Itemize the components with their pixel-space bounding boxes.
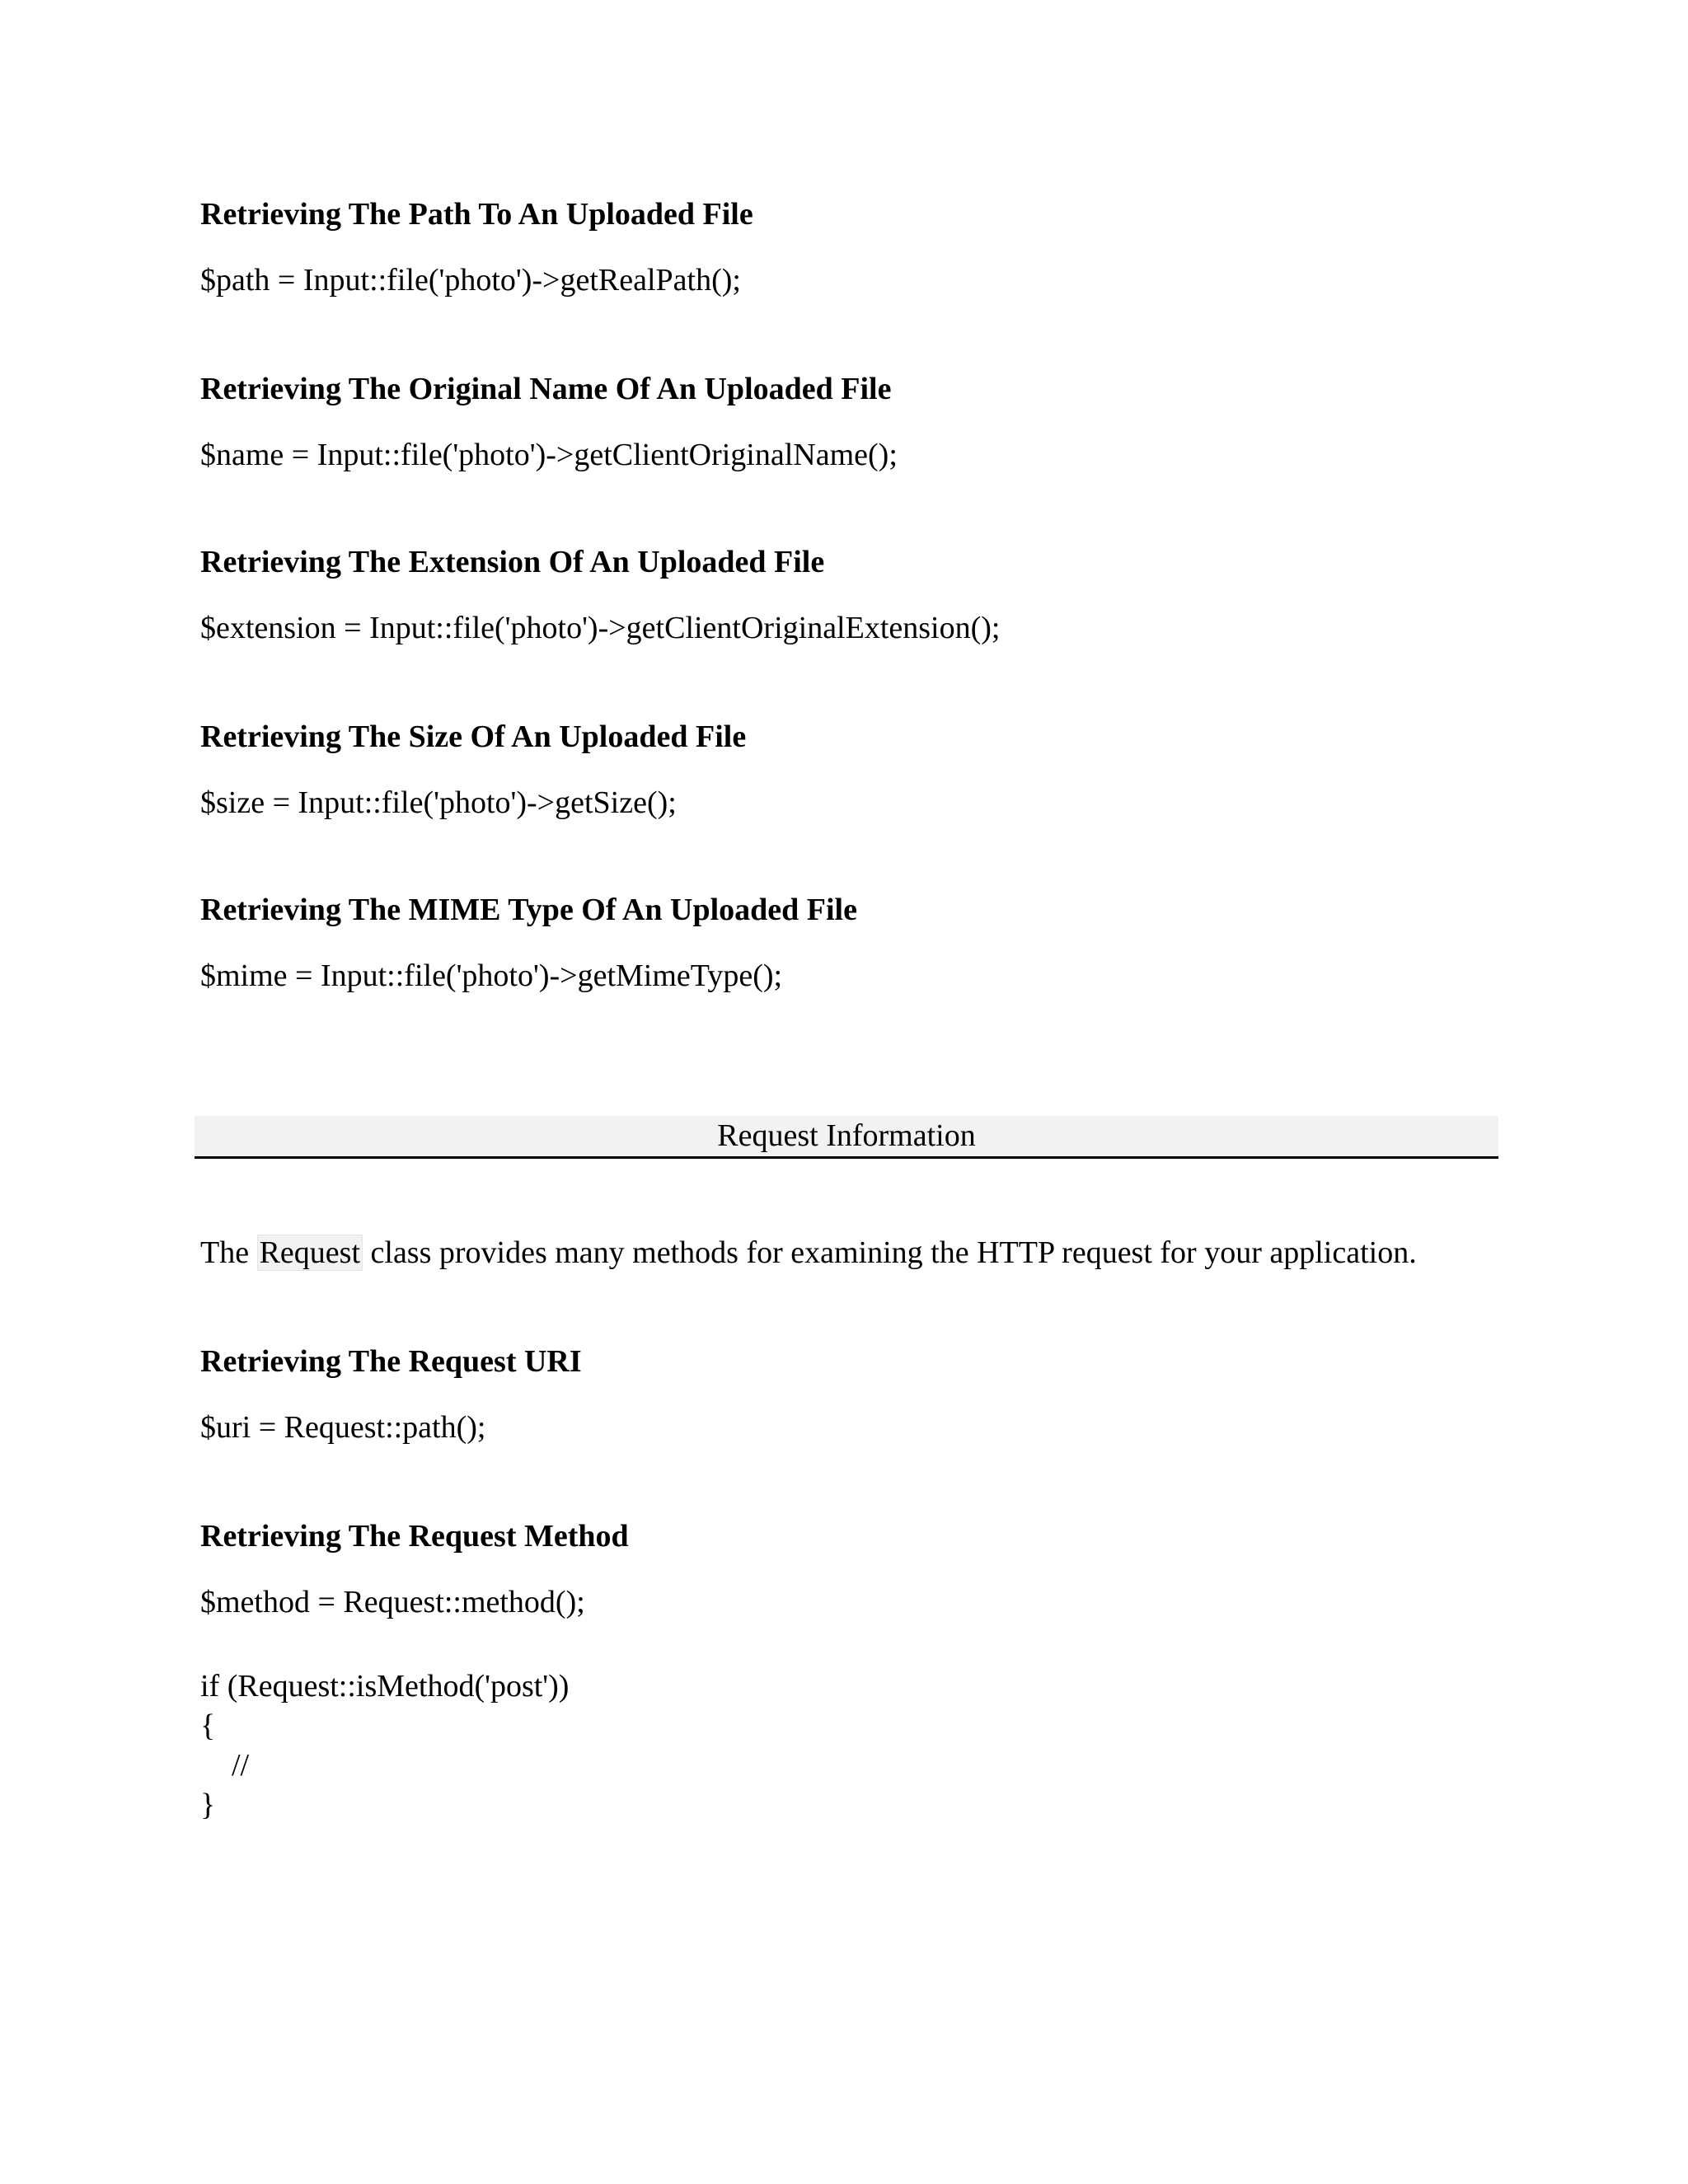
code-mime: $mime = Input::file('photo')->getMimeType(); — [200, 958, 783, 993]
code-extension: $extension = Input::file('photo')->getClientOriginalExtension(); — [200, 611, 1001, 645]
intro-text-after: class provides many methods for examining the HTTP request for your application. — [363, 1235, 1417, 1270]
heading-size: Retrieving The Size Of An Uploaded File — [200, 719, 747, 754]
section-title: Request Information — [717, 1118, 976, 1153]
inline-code-request: Request — [257, 1235, 363, 1271]
section-header-bar — [195, 1116, 1498, 1159]
intro-text-before: The — [200, 1235, 257, 1270]
code-request-uri: $uri = Request::path(); — [200, 1410, 486, 1445]
code-line-1: if (Request::isMethod('post')) — [200, 1669, 570, 1704]
heading-extension: Retrieving The Extension Of An Uploaded File — [200, 545, 825, 579]
code-path: $path = Input::file('photo')->getRealPath(); — [200, 263, 741, 298]
code-size: $size = Input::file('photo')->getSize(); — [200, 785, 677, 820]
code-line-2: { — [200, 1708, 216, 1743]
code-request-method: $method = Request::method(); — [200, 1585, 585, 1619]
heading-request-method: Retrieving The Request Method — [200, 1519, 629, 1554]
code-original-name: $name = Input::file('photo')->getClientOriginalName(); — [200, 438, 898, 472]
heading-path: Retrieving The Path To An Uploaded File — [200, 197, 753, 232]
code-block-ismethod — [200, 1666, 569, 1825]
code-line-4: } — [200, 1788, 216, 1822]
heading-request-uri: Retrieving The Request URI — [200, 1344, 582, 1379]
heading-original-name: Retrieving The Original Name Of An Uploaded File — [200, 372, 892, 406]
code-line-3: // — [200, 1748, 250, 1783]
heading-mime: Retrieving The MIME Type Of An Uploaded File — [200, 893, 857, 927]
request-intro-paragraph — [200, 1235, 1417, 1271]
